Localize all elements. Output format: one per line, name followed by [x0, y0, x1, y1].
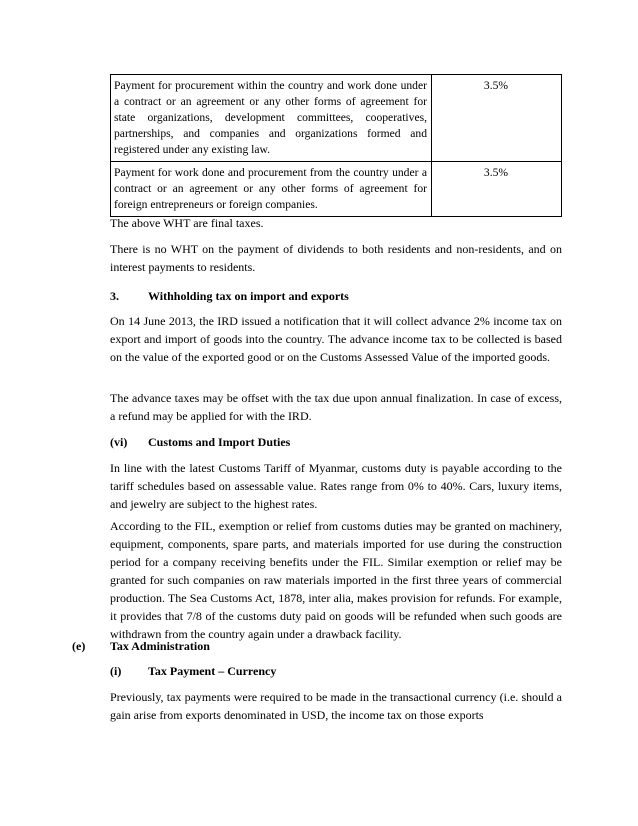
section-heading-withholding: Withholding tax on import and exports: [148, 289, 349, 303]
paragraph-import-notice: On 14 June 2013, the IRD issued a notification that it will collect advance 2% income tax on export and import of goods into the country. The advance income tax to be collected is based on the value of the exported good or on the Customs Assessed Value of the imported goods.: [110, 314, 562, 364]
wht-rate-table: [110, 74, 562, 217]
paragraph-final-taxes: The above WHT are final taxes.: [110, 216, 264, 230]
paragraph-fil-exemption: According to the FIL, exemption or relief from customs duties may be granted on machinery, equipment, components, spare parts, and materials imported for use during the construction period for a company receiving benefits under the FIL. Similar exemption or relief may be granted for such companies on raw materials imported in the first three years of commercial production. The Sea Customs Act, 1878, inter alia, makes provision for refunds. For example, it provides that 7/8 of the customs duty paid on goods will be refunded when such goods are withdrawn from the country again under a drawback facility.: [110, 519, 562, 641]
table-cell-rate: 3.5%: [432, 162, 562, 217]
table-cell-rate: 3.5%: [432, 75, 562, 162]
paragraph-no-wht: There is no WHT on the payment of dividends to both residents and non-residents, and on interest payments to residents.: [110, 242, 562, 274]
table-row: [111, 75, 562, 162]
table-row: [111, 162, 562, 217]
section-heading-tax-administration: Tax Administration: [110, 639, 210, 653]
paragraph-offset: The advance taxes may be offset with the tax due upon annual finalization. In case of excess, a refund may be applied for with the IRD.: [110, 391, 562, 423]
section-number: 3.: [110, 289, 119, 303]
table-cell-description: Payment for work done and procurement from the country under a contract or an agreement or any other forms of agreement for foreign entrepreneurs or foreign companies.: [111, 162, 432, 217]
paragraph-tariff: In line with the latest Customs Tariff of Myanmar, customs duty is payable according to the tariff schedules based on assessable value. Rates range from 0% to 40%. Cars, luxury items, and jewelry are subject to the highest rates.: [110, 461, 562, 511]
section-heading-tax-payment: Tax Payment – Currency: [148, 664, 277, 678]
section-number: (i): [110, 664, 122, 678]
paragraph-previously: Previously, tax payments were required to be made in the transactional currency (i.e. should a gain arise from exports denominated in USD, the income tax on those exports: [110, 690, 562, 722]
table-cell-description: Payment for procurement within the country and work done under a contract or an agreement or any other forms of agreement for state organizations, development committees, cooperatives, partnerships, and companies and organizations formed and registered under any existing law.: [111, 75, 432, 162]
section-heading-customs: Customs and Import Duties: [148, 435, 291, 449]
section-number: (vi): [110, 435, 128, 449]
section-number: (e): [72, 639, 86, 653]
